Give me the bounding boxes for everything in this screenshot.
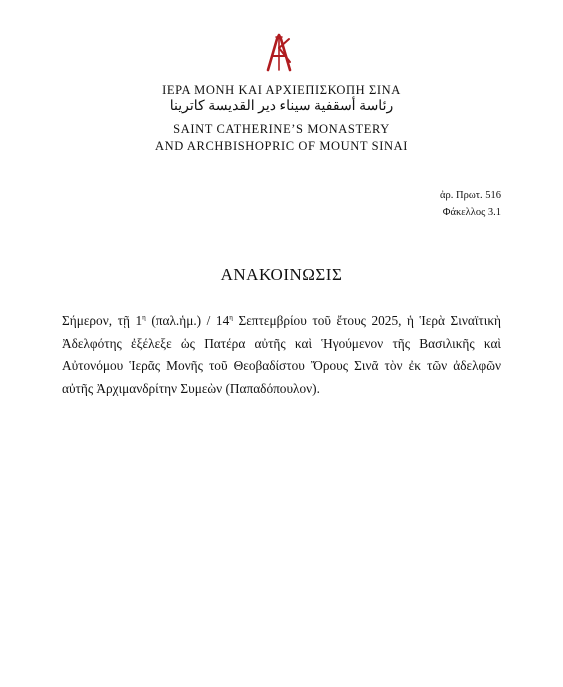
monastery-name-english-line2: AND ARCHBISHOPRIC OF MOUNT SINAI xyxy=(154,139,409,153)
monastery-name-english-line1: SAINT CATHERINE’S MONASTERY xyxy=(173,122,390,136)
body-superscript-2: η xyxy=(229,313,233,322)
file-number: Φάκελλος 3.1 xyxy=(442,207,501,218)
protocol-number: ἀρ. Πρωτ. 516 xyxy=(440,190,501,201)
body-superscript-1: η xyxy=(142,313,146,322)
announcement-title: ΑΝΑΚΟΙΝΩΣΙΣ xyxy=(220,265,343,284)
body-text-part2: (παλ.ἡμ.) / 14 xyxy=(145,313,230,328)
monastery-name-greek: ΙΕΡΑ ΜΟΝΗ ΚΑΙ ΑΡΧΙΕΠΙΣΚΟΠΗ ΣΙΝΑ xyxy=(162,83,401,97)
monastery-logo-icon xyxy=(259,32,299,72)
body-text-part3: Σεπτεμβρίου τοῦ ἔτους 2025, ἡ Ἱερὰ Σιναϊτικὴ Ἀδελφότης ἐξέλεξε ὡς Πατέρα αὐτῆς καὶ Ἡγούμενον τῆς Βασιλικῆς καὶ Αὐτονόμου Ἱερᾶς Μονῆς τοῦ Θεοβαδίστου Ὄρους Σινᾶ τὸν ἐκ τῶν ἀδελφῶν αὐτῆς Ἀρχιμανδρίτην Συμεὼν (Παπαδόπουλον). xyxy=(62,313,501,396)
body-text-part1: Σήμερον, τῇ 1 xyxy=(62,313,143,328)
monastery-name-arabic: رئاسة أسقفية سيناء دير القديسة كاترينا xyxy=(169,99,394,114)
announcement-body xyxy=(62,310,501,400)
